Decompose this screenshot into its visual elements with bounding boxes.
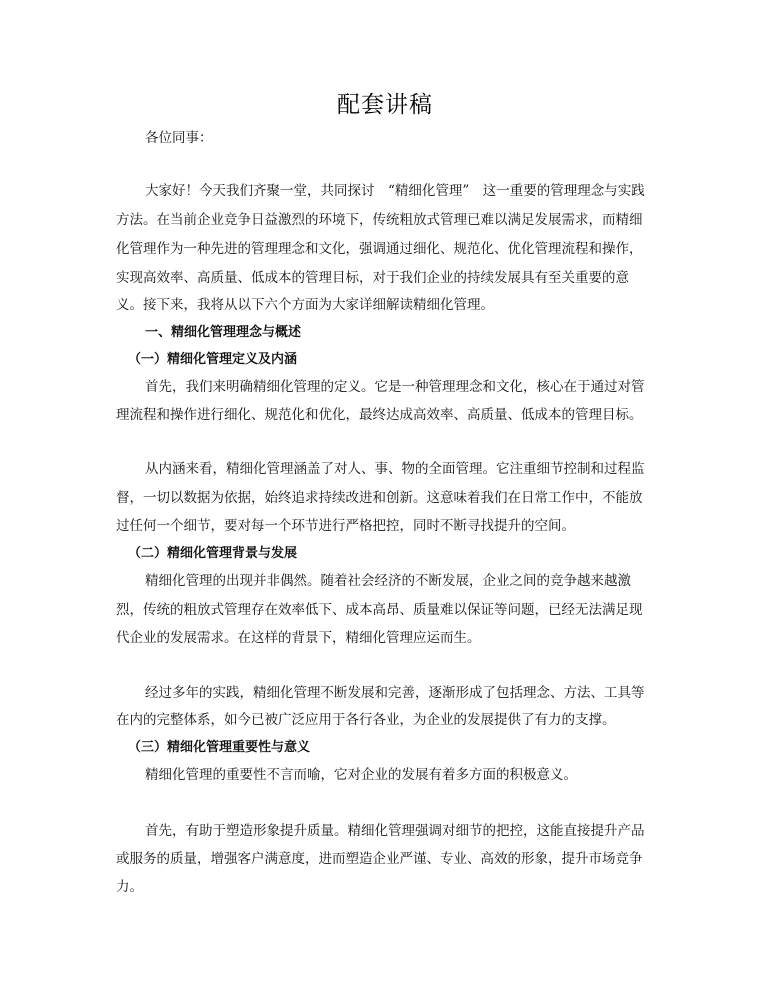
sub1-para2-line-2: 督，一切以数据为依据，始终追求持续改进和创新。这意味着我们在日常工作中，不能放: [116, 490, 643, 506]
intro-line-5: 义。接下来，我将从以下六个方面为大家详细解读精细化管理。: [116, 297, 494, 313]
sub2-para1-line-1: 精细化管理的出现并非偶然。随着社会经济的不断发展，企业之间的竞争越来越激: [145, 573, 631, 589]
sub2-para1-line-3: 代企业的发展需求。在这样的背景下，精细化管理应运而生。: [116, 630, 481, 646]
intro-line-4: 实现高效率、高质量、低成本的管理目标，对于我们企业的持续发展具有至关重要的意: [116, 270, 629, 286]
subsection-heading-3: （三）精细化管理重要性与意义: [128, 740, 311, 755]
greeting: 各位同事：: [145, 130, 213, 146]
sub1-para2-line-1: 从内涵来看，精细化管理涵盖了对人、事、物的全面管理。它注重细节控制和过程监: [145, 461, 645, 477]
sub2-para2-line-1: 经过多年的实践，精细化管理不断发展和完善，逐渐形成了包括理念、方法、工具等: [145, 685, 645, 701]
section-heading: 一、精细化管理理念与概述: [145, 325, 302, 340]
sub2-para1-line-2: 烈，传统的粗放式管理存在效率低下、成本高昂、质量难以保证等问题，已经无法满足现: [116, 602, 643, 618]
page-title: 配套讲稿: [337, 92, 433, 118]
sub3-para2-line-2: 或服务的质量，增强客户满意度，进而塑造企业严谨、专业、高效的形象，提升市场竞争: [116, 851, 643, 867]
subsection-heading-2: （二）精细化管理背景与发展: [128, 546, 298, 561]
sub2-para2-line-2: 在内的完整体系，如今已被广泛应用于各行各业，为企业的发展提供了有力的支撑。: [116, 712, 616, 728]
sub1-para2-line-3: 过任何一个细节，要对每一个环节进行严格把控，同时不断寻找提升的空间。: [116, 518, 575, 534]
intro-line-2: 方法。在当前企业竞争日益激烈的环境下，传统粗放式管理已难以满足发展需求，而精细: [116, 212, 643, 228]
subsection-heading-1: （一）精细化管理定义及内涵: [128, 352, 298, 367]
intro-line-3: 化管理作为一种先进的管理理念和文化，强调通过细化、规范化、优化管理流程和操作，: [116, 241, 643, 257]
sub3-para1-line-1: 精细化管理的重要性不言而喻，它对企业的发展有着多方面的积极意义。: [145, 767, 577, 783]
sub1-para1-line-2: 理流程和操作进行细化、规范化和优化，最终达成高效率、高质量、低成本的管理目标。: [116, 407, 643, 423]
intro-line-1: 大家好！今天我们齐聚一堂，共同探讨 “精细化管理” 这一重要的管理理念与实践: [145, 183, 645, 199]
sub3-para2-line-3: 力。: [116, 879, 143, 895]
sub1-para1-line-1: 首先，我们来明确精细化管理的定义。它是一种管理理念和文化，核心在于通过对管: [145, 379, 645, 395]
sub3-para2-line-1: 首先，有助于塑造形象提升质量。精细化管理强调对细节的把控，这能直接提升产品: [145, 823, 645, 839]
